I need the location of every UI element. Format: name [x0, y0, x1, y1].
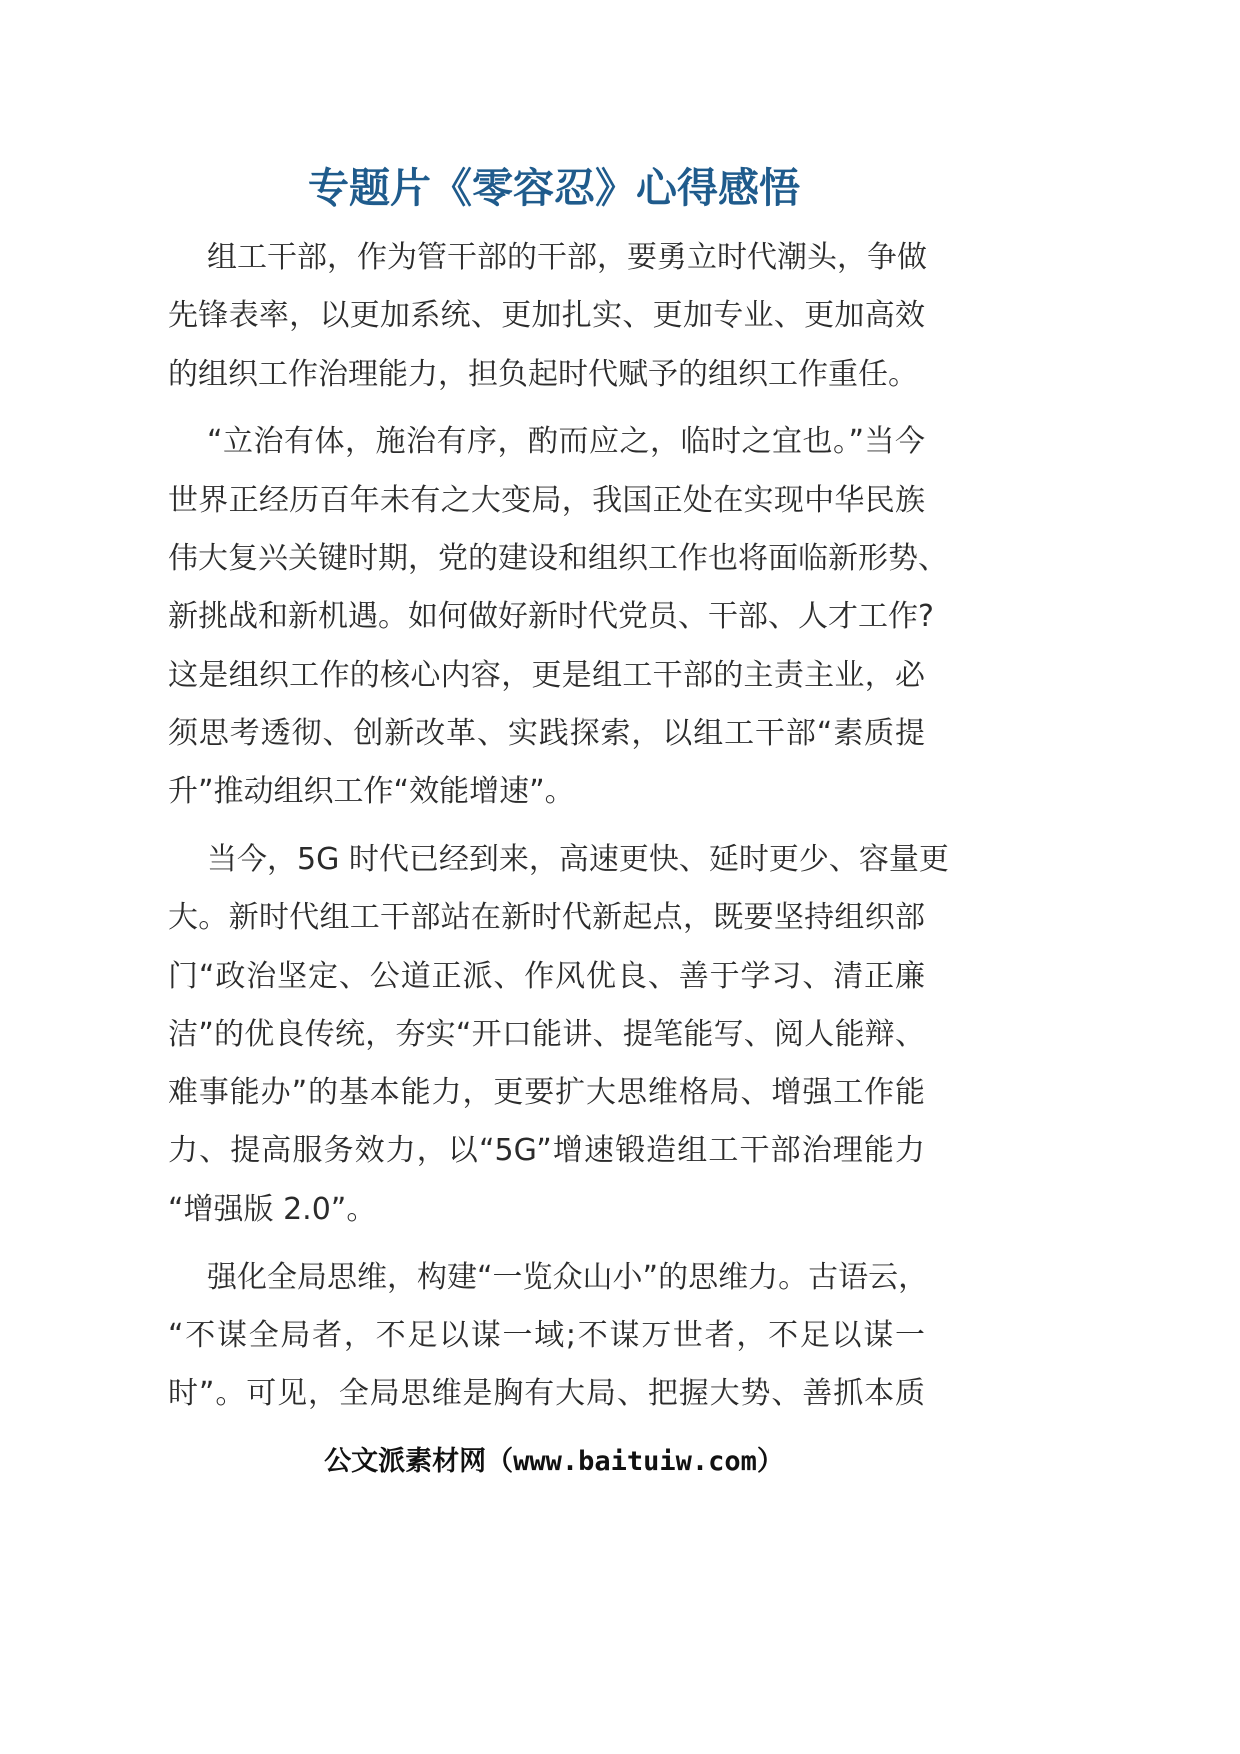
paragraph [168, 1249, 929, 1424]
footer-source: 公文派素材网（www.baituiw.com） [324, 1446, 784, 1477]
paragraph-line: “立治有体，施治有序，酌而应之，临时之宜也。”当今 [207, 424, 925, 460]
paragraph-line: 时”。可见，全局思维是胸有大局、把握大势、善抓本质 [168, 1376, 925, 1412]
paragraph-line: 大。新时代组工干部站在新时代新起点，既要坚持组织部 [168, 900, 925, 936]
paragraph-line: 先锋表率，以更加系统、更加扎实、更加专业、更加高效 [168, 298, 925, 334]
paragraph [168, 229, 925, 404]
paragraph-line: 世界正经历百年未有之大变局，我国正处在实现中华民族 [168, 482, 925, 518]
paragraph-line: 强化全局思维，构建“一览众山小”的思维力。古语云， [207, 1259, 929, 1295]
document-title: 专题片《零容忍》心得感悟 [308, 164, 800, 212]
paragraph-line: 门“政治坚定、公道正派、作风优良、善于学习、清正廉 [168, 958, 925, 994]
document-body [168, 229, 949, 1423]
paragraph [168, 831, 949, 1239]
paragraph-line: 升”推动组织工作“效能增速”。 [168, 774, 575, 810]
paragraph-line: 新挑战和新机遇。如何做好新时代党员、干部、人才工作? [168, 599, 934, 635]
paragraph-line: 这是组织工作的核心内容，更是组工干部的主责主业，必 [168, 657, 925, 693]
paragraph [168, 413, 948, 821]
paragraph-line: 组工干部，作为管干部的干部，要勇立时代潮头，争做 [207, 240, 927, 275]
paragraph-line: 洁”的优良传统，夯实“开口能讲、提笔能写、阅人能辩、 [168, 1016, 925, 1052]
paragraph-line: 当今，5G 时代已经到来，高速更快、延时更少、容量更 [207, 841, 949, 877]
paragraph-line: 难事能办”的基本能力，更要扩大思维格局、增强工作能 [168, 1075, 925, 1111]
paragraph-line: 的组织工作治理能力，担负起时代赋予的组织工作重任。 [168, 356, 918, 392]
paragraph-line: “不谋全局者，不足以谋一域;不谋万世者，不足以谋一 [168, 1317, 925, 1353]
paragraph-line: 力、提高服务效力，以“5G”增速锻造组工干部治理能力 [168, 1133, 925, 1169]
paragraph-line: 须思考透彻、创新改革、实践探索，以组工干部“素质提 [168, 715, 925, 751]
paragraph-line: “增强版 2.0”。 [168, 1191, 377, 1227]
paragraph-line: 伟大复兴关键时期，党的建设和组织工作也将面临新形势、 [168, 540, 948, 576]
